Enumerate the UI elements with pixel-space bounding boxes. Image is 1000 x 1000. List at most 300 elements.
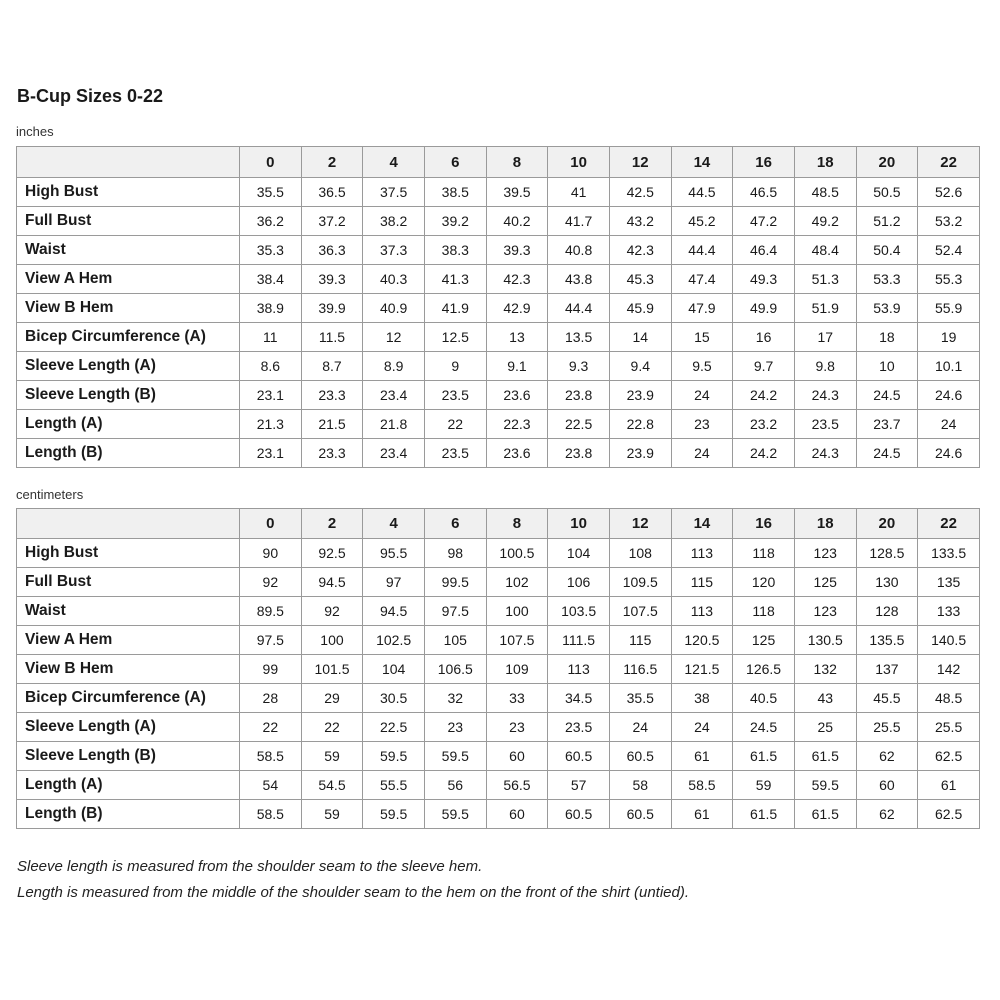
measurement-value: 51.2 — [856, 207, 918, 236]
measurement-value: 95.5 — [363, 539, 425, 568]
measurement-value: 61.5 — [794, 800, 856, 829]
measurement-label: Waist — [17, 597, 240, 626]
measurement-value: 37.3 — [363, 236, 425, 265]
measurement-value: 132 — [794, 655, 856, 684]
measurement-value: 107.5 — [486, 626, 548, 655]
measurement-value: 105 — [424, 626, 486, 655]
measurement-value: 24.3 — [794, 381, 856, 410]
measurement-value: 16 — [733, 323, 795, 352]
size-header: 8 — [486, 147, 548, 178]
measurement-value: 23 — [671, 410, 733, 439]
measurement-value: 18 — [856, 323, 918, 352]
measurement-value: 115 — [609, 626, 671, 655]
measurement-value: 38.3 — [424, 236, 486, 265]
measurement-value: 53.2 — [918, 207, 980, 236]
measurement-value: 8.7 — [301, 352, 363, 381]
measurement-label: Length (A) — [17, 771, 240, 800]
measurement-value: 59 — [301, 800, 363, 829]
measurement-label: Sleeve Length (A) — [17, 713, 240, 742]
length-note: Length is measured from the middle of the shoulder seam to the hem on the front of the shirt (untied). — [17, 884, 690, 901]
measurement-value: 38.9 — [240, 294, 302, 323]
measurement-value: 30.5 — [363, 684, 425, 713]
size-header: 6 — [424, 509, 486, 539]
measurement-value: 49.9 — [733, 294, 795, 323]
measurement-value: 24 — [671, 713, 733, 742]
table-row — [17, 626, 980, 655]
measurement-label: Waist — [17, 236, 240, 265]
measurement-value: 92 — [301, 597, 363, 626]
measurement-value: 39.9 — [301, 294, 363, 323]
measurement-value: 22.8 — [609, 410, 671, 439]
size-header: 18 — [794, 147, 856, 178]
size-header: 18 — [794, 509, 856, 539]
size-header: 10 — [548, 147, 610, 178]
measurement-value: 102 — [486, 568, 548, 597]
table-row — [17, 742, 980, 771]
measurement-value: 23.6 — [486, 439, 548, 468]
measurement-value: 108 — [609, 539, 671, 568]
measurement-value: 49.3 — [733, 265, 795, 294]
measurement-value: 52.4 — [918, 236, 980, 265]
measurement-value: 15 — [671, 323, 733, 352]
measurement-label: Sleeve Length (A) — [17, 352, 240, 381]
measurement-value: 50.4 — [856, 236, 918, 265]
measurement-value: 13.5 — [548, 323, 610, 352]
measurement-value: 22 — [301, 713, 363, 742]
measurement-value: 40.3 — [363, 265, 425, 294]
measurement-value: 48.5 — [794, 178, 856, 207]
measurement-value: 39.3 — [486, 236, 548, 265]
measurement-label: Length (B) — [17, 439, 240, 468]
measurement-value: 23.4 — [363, 439, 425, 468]
measurement-value: 45.5 — [856, 684, 918, 713]
measurement-value: 94.5 — [363, 597, 425, 626]
measurement-value: 45.3 — [609, 265, 671, 294]
measurement-value: 22.5 — [363, 713, 425, 742]
measurement-value: 48.5 — [918, 684, 980, 713]
measurement-value: 46.5 — [733, 178, 795, 207]
measurement-value: 97.5 — [240, 626, 302, 655]
measurement-value: 9.7 — [733, 352, 795, 381]
measurement-value: 98 — [424, 539, 486, 568]
measurement-value: 23.4 — [363, 381, 425, 410]
measurement-label: Length (B) — [17, 800, 240, 829]
measurement-value: 12.5 — [424, 323, 486, 352]
measurement-value: 97 — [363, 568, 425, 597]
table-row — [17, 771, 980, 800]
measurement-value: 22 — [240, 713, 302, 742]
measurement-value: 12 — [363, 323, 425, 352]
size-header: 10 — [548, 509, 610, 539]
measurement-value: 24.2 — [733, 381, 795, 410]
measurement-value: 56 — [424, 771, 486, 800]
measurement-label: Bicep Circumference (A) — [17, 323, 240, 352]
measurement-value: 13 — [486, 323, 548, 352]
measurement-value: 36.2 — [240, 207, 302, 236]
size-table-inches — [16, 146, 980, 468]
measurement-value: 118 — [733, 597, 795, 626]
measurement-value: 47.9 — [671, 294, 733, 323]
measurement-value: 36.5 — [301, 178, 363, 207]
measurement-value: 41.7 — [548, 207, 610, 236]
measurement-value: 23.3 — [301, 439, 363, 468]
size-header: 20 — [856, 509, 918, 539]
measurement-value: 24.2 — [733, 439, 795, 468]
measurement-value: 53.3 — [856, 265, 918, 294]
measurement-value: 104 — [363, 655, 425, 684]
measurement-value: 49.2 — [794, 207, 856, 236]
measurement-value: 48.4 — [794, 236, 856, 265]
measurement-value: 45.2 — [671, 207, 733, 236]
size-header: 22 — [918, 147, 980, 178]
measurement-value: 24.5 — [856, 439, 918, 468]
measurement-value: 57 — [548, 771, 610, 800]
size-header: 4 — [363, 509, 425, 539]
table-row — [17, 655, 980, 684]
size-header: 6 — [424, 147, 486, 178]
measurement-value: 47.4 — [671, 265, 733, 294]
measurement-value: 133 — [918, 597, 980, 626]
measurement-value: 135 — [918, 568, 980, 597]
measurement-value: 111.5 — [548, 626, 610, 655]
unit-label-inches: inches — [16, 124, 54, 139]
measurement-value: 89.5 — [240, 597, 302, 626]
size-header: 2 — [301, 147, 363, 178]
measurement-label: Full Bust — [17, 568, 240, 597]
measurement-value: 23.5 — [794, 410, 856, 439]
table-row — [17, 439, 980, 468]
measurement-value: 101.5 — [301, 655, 363, 684]
measurement-value: 14 — [609, 323, 671, 352]
measurement-value: 61 — [671, 800, 733, 829]
measurement-value: 50.5 — [856, 178, 918, 207]
measurement-value: 94.5 — [301, 568, 363, 597]
measurement-value: 44.5 — [671, 178, 733, 207]
measurement-value: 100 — [301, 626, 363, 655]
measurement-value: 51.9 — [794, 294, 856, 323]
header-corner-cell — [17, 147, 240, 178]
measurement-value: 34.5 — [548, 684, 610, 713]
size-header: 12 — [609, 147, 671, 178]
measurement-value: 23.1 — [240, 439, 302, 468]
measurement-label: View B Hem — [17, 294, 240, 323]
measurement-value: 42.9 — [486, 294, 548, 323]
measurement-value: 23.5 — [424, 381, 486, 410]
measurement-value: 29 — [301, 684, 363, 713]
measurement-value: 62 — [856, 800, 918, 829]
measurement-value: 60 — [486, 742, 548, 771]
table-row — [17, 294, 980, 323]
measurement-value: 137 — [856, 655, 918, 684]
measurement-value: 58 — [609, 771, 671, 800]
measurement-value: 23.8 — [548, 381, 610, 410]
size-header-row — [17, 147, 980, 178]
measurement-value: 41.3 — [424, 265, 486, 294]
measurement-value: 9 — [424, 352, 486, 381]
measurement-label: Length (A) — [17, 410, 240, 439]
measurement-value: 58.5 — [240, 800, 302, 829]
size-header: 20 — [856, 147, 918, 178]
measurement-value: 115 — [671, 568, 733, 597]
measurement-value: 100 — [486, 597, 548, 626]
table-row — [17, 236, 980, 265]
size-header: 14 — [671, 509, 733, 539]
measurement-value: 43 — [794, 684, 856, 713]
measurement-value: 40.2 — [486, 207, 548, 236]
size-header: 2 — [301, 509, 363, 539]
measurement-value: 116.5 — [609, 655, 671, 684]
measurement-label: Sleeve Length (B) — [17, 742, 240, 771]
measurement-value: 125 — [794, 568, 856, 597]
measurement-value: 130 — [856, 568, 918, 597]
measurement-value: 97.5 — [424, 597, 486, 626]
measurement-value: 60.5 — [609, 742, 671, 771]
measurement-value: 39.2 — [424, 207, 486, 236]
measurement-label: View A Hem — [17, 626, 240, 655]
measurement-value: 25.5 — [918, 713, 980, 742]
unit-label-centimeters: centimeters — [16, 487, 84, 502]
measurement-value: 28 — [240, 684, 302, 713]
table-row — [17, 597, 980, 626]
measurement-value: 22.3 — [486, 410, 548, 439]
measurement-value: 19 — [918, 323, 980, 352]
measurement-value: 55.3 — [918, 265, 980, 294]
measurement-value: 59.5 — [424, 800, 486, 829]
measurement-value: 99 — [240, 655, 302, 684]
measurement-value: 23 — [486, 713, 548, 742]
measurement-value: 23.3 — [301, 381, 363, 410]
sleeve-length-note: Sleeve length is measured from the shoulder seam to the sleeve hem. — [17, 858, 483, 875]
table-row — [17, 713, 980, 742]
measurement-value: 56.5 — [486, 771, 548, 800]
measurement-value: 133.5 — [918, 539, 980, 568]
measurement-value: 120 — [733, 568, 795, 597]
measurement-value: 24 — [609, 713, 671, 742]
header-corner-cell — [17, 509, 240, 539]
measurement-value: 21.5 — [301, 410, 363, 439]
measurement-value: 25 — [794, 713, 856, 742]
measurement-value: 41 — [548, 178, 610, 207]
measurement-value: 60 — [856, 771, 918, 800]
size-header: 0 — [240, 147, 302, 178]
measurement-value: 9.3 — [548, 352, 610, 381]
measurement-value: 59.5 — [363, 800, 425, 829]
measurement-value: 17 — [794, 323, 856, 352]
measurement-value: 59.5 — [363, 742, 425, 771]
measurement-value: 24.6 — [918, 381, 980, 410]
size-header: 4 — [363, 147, 425, 178]
measurement-value: 38 — [671, 684, 733, 713]
measurement-value: 24 — [671, 381, 733, 410]
measurement-value: 61 — [671, 742, 733, 771]
measurement-value: 123 — [794, 539, 856, 568]
measurement-value: 59 — [301, 742, 363, 771]
measurement-value: 140.5 — [918, 626, 980, 655]
measurement-value: 23.5 — [424, 439, 486, 468]
measurement-value: 61.5 — [794, 742, 856, 771]
measurement-value: 118 — [733, 539, 795, 568]
measurement-value: 23.2 — [733, 410, 795, 439]
measurement-value: 24.5 — [856, 381, 918, 410]
measurement-value: 106.5 — [424, 655, 486, 684]
measurement-value: 100.5 — [486, 539, 548, 568]
measurement-value: 41.9 — [424, 294, 486, 323]
measurement-value: 62.5 — [918, 800, 980, 829]
measurement-value: 60 — [486, 800, 548, 829]
measurement-value: 21.8 — [363, 410, 425, 439]
measurement-value: 106 — [548, 568, 610, 597]
measurement-value: 23.1 — [240, 381, 302, 410]
measurement-value: 35.3 — [240, 236, 302, 265]
measurement-value: 121.5 — [671, 655, 733, 684]
size-header: 22 — [918, 509, 980, 539]
measurement-value: 44.4 — [671, 236, 733, 265]
measurement-value: 39.5 — [486, 178, 548, 207]
measurement-value: 59.5 — [424, 742, 486, 771]
table-row — [17, 352, 980, 381]
measurement-value: 45.9 — [609, 294, 671, 323]
measurement-value: 24 — [671, 439, 733, 468]
measurement-value: 43.8 — [548, 265, 610, 294]
measurement-value: 55.9 — [918, 294, 980, 323]
table-row — [17, 410, 980, 439]
table-row — [17, 323, 980, 352]
measurement-value: 44.4 — [548, 294, 610, 323]
size-header: 12 — [609, 509, 671, 539]
measurement-value: 23.7 — [856, 410, 918, 439]
measurement-value: 9.5 — [671, 352, 733, 381]
measurement-value: 59.5 — [794, 771, 856, 800]
measurement-value: 62 — [856, 742, 918, 771]
measurement-value: 109 — [486, 655, 548, 684]
measurement-value: 21.3 — [240, 410, 302, 439]
measurement-value: 40.9 — [363, 294, 425, 323]
measurement-value: 33 — [486, 684, 548, 713]
measurement-value: 99.5 — [424, 568, 486, 597]
measurement-value: 22.5 — [548, 410, 610, 439]
measurement-value: 36.3 — [301, 236, 363, 265]
measurement-value: 39.3 — [301, 265, 363, 294]
measurement-value: 38.5 — [424, 178, 486, 207]
table-row — [17, 568, 980, 597]
size-header: 8 — [486, 509, 548, 539]
measurement-value: 24 — [918, 410, 980, 439]
size-table-centimeters — [16, 508, 980, 829]
measurement-value: 128.5 — [856, 539, 918, 568]
measurement-value: 113 — [548, 655, 610, 684]
page-title: B-Cup Sizes 0-22 — [17, 86, 164, 106]
measurement-label: View A Hem — [17, 265, 240, 294]
measurement-value: 23 — [424, 713, 486, 742]
measurement-value: 113 — [671, 597, 733, 626]
measurement-value: 135.5 — [856, 626, 918, 655]
measurement-value: 103.5 — [548, 597, 610, 626]
measurement-value: 107.5 — [609, 597, 671, 626]
measurement-value: 54 — [240, 771, 302, 800]
measurement-value: 23.9 — [609, 439, 671, 468]
measurement-value: 55.5 — [363, 771, 425, 800]
measurement-value: 24.3 — [794, 439, 856, 468]
measurement-label: Full Bust — [17, 207, 240, 236]
measurement-value: 104 — [548, 539, 610, 568]
size-header: 16 — [733, 147, 795, 178]
measurement-value: 60.5 — [548, 742, 610, 771]
measurement-value: 35.5 — [609, 684, 671, 713]
measurement-value: 92 — [240, 568, 302, 597]
measurement-value: 130.5 — [794, 626, 856, 655]
measurement-value: 113 — [671, 539, 733, 568]
measurement-value: 10.1 — [918, 352, 980, 381]
measurement-value: 23.5 — [548, 713, 610, 742]
measurement-value: 9.4 — [609, 352, 671, 381]
measurement-value: 11 — [240, 323, 302, 352]
measurement-value: 42.3 — [486, 265, 548, 294]
measurement-label: Bicep Circumference (A) — [17, 684, 240, 713]
measurement-value: 42.5 — [609, 178, 671, 207]
measurement-value: 62.5 — [918, 742, 980, 771]
measurement-value: 60.5 — [548, 800, 610, 829]
measurement-value: 23.9 — [609, 381, 671, 410]
measurement-value: 38.4 — [240, 265, 302, 294]
measurement-value: 23.8 — [548, 439, 610, 468]
size-header: 16 — [733, 509, 795, 539]
measurement-value: 11.5 — [301, 323, 363, 352]
measurement-value: 59 — [733, 771, 795, 800]
measurement-value: 102.5 — [363, 626, 425, 655]
measurement-value: 58.5 — [671, 771, 733, 800]
measurement-value: 9.8 — [794, 352, 856, 381]
measurement-value: 128 — [856, 597, 918, 626]
measurement-value: 125 — [733, 626, 795, 655]
measurement-value: 47.2 — [733, 207, 795, 236]
measurement-value: 61 — [918, 771, 980, 800]
measurement-value: 23.6 — [486, 381, 548, 410]
measurement-value: 24.5 — [733, 713, 795, 742]
measurement-value: 37.2 — [301, 207, 363, 236]
measurement-value: 126.5 — [733, 655, 795, 684]
measurement-value: 38.2 — [363, 207, 425, 236]
measurement-value: 52.6 — [918, 178, 980, 207]
size-header: 0 — [240, 509, 302, 539]
measurement-label: View B Hem — [17, 655, 240, 684]
measurement-value: 43.2 — [609, 207, 671, 236]
measurement-label: Sleeve Length (B) — [17, 381, 240, 410]
measurement-label: High Bust — [17, 178, 240, 207]
measurement-value: 8.6 — [240, 352, 302, 381]
measurement-value: 37.5 — [363, 178, 425, 207]
measurement-value: 51.3 — [794, 265, 856, 294]
measurement-value: 22 — [424, 410, 486, 439]
table-row — [17, 684, 980, 713]
measurement-value: 8.9 — [363, 352, 425, 381]
measurement-value: 58.5 — [240, 742, 302, 771]
size-header-row — [17, 509, 980, 539]
table-row — [17, 265, 980, 294]
measurement-value: 32 — [424, 684, 486, 713]
measurement-value: 92.5 — [301, 539, 363, 568]
measurement-value: 61.5 — [733, 742, 795, 771]
measurement-label: High Bust — [17, 539, 240, 568]
measurement-value: 25.5 — [856, 713, 918, 742]
table-row — [17, 381, 980, 410]
measurement-value: 24.6 — [918, 439, 980, 468]
table-row — [17, 539, 980, 568]
measurement-value: 9.1 — [486, 352, 548, 381]
measurement-value: 10 — [856, 352, 918, 381]
measurement-value: 54.5 — [301, 771, 363, 800]
measurement-value: 46.4 — [733, 236, 795, 265]
measurement-value: 42.3 — [609, 236, 671, 265]
